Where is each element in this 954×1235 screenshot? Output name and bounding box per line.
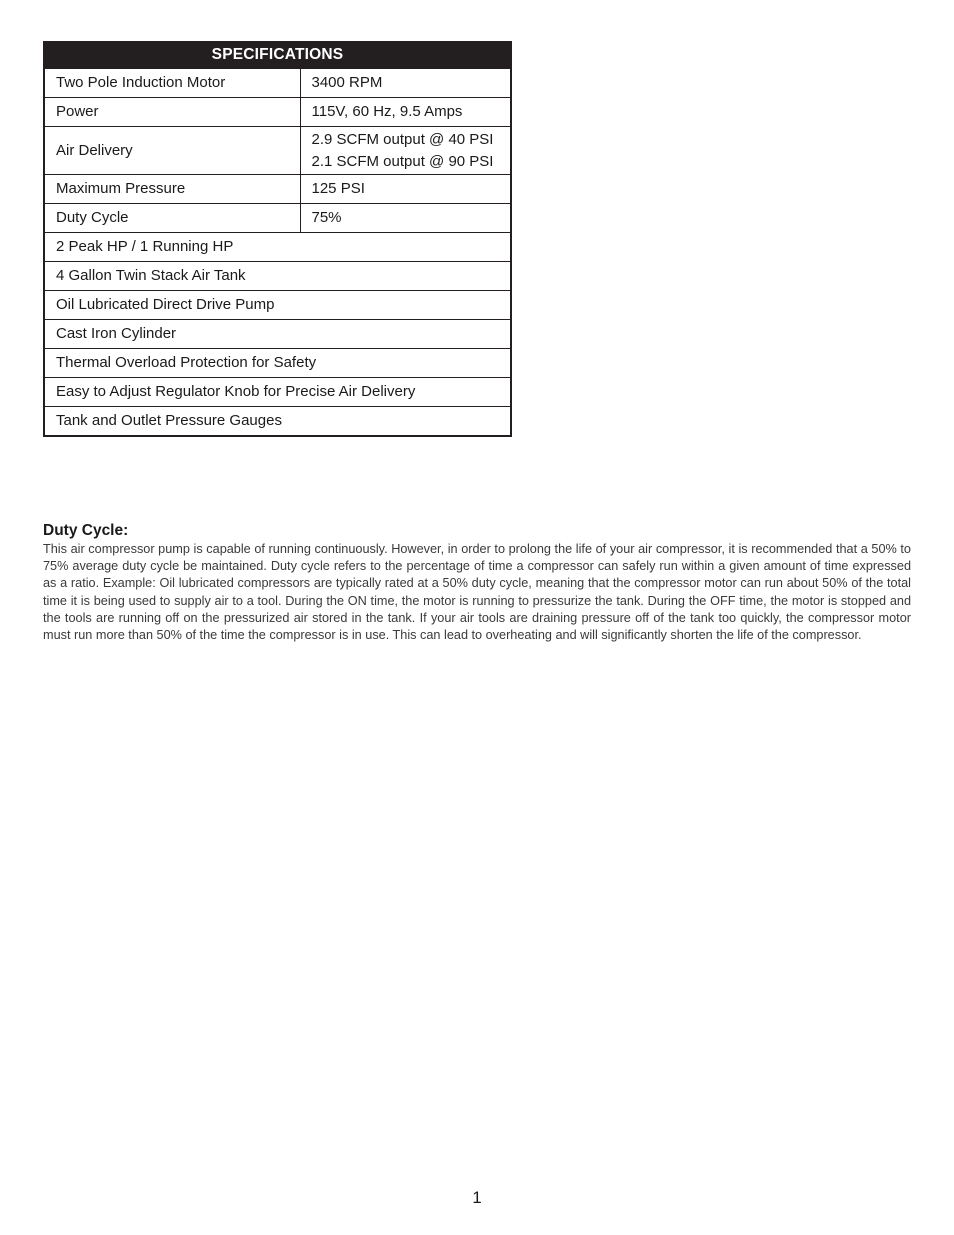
feature-text: Cast Iron Cylinder: [44, 320, 511, 349]
spec-label: Two Pole Induction Motor: [44, 68, 300, 98]
feature-row: [44, 349, 511, 378]
spec-value: [300, 204, 511, 233]
feature-row: [44, 407, 511, 437]
spec-value-line: 115V, 60 Hz, 9.5 Amps: [311, 103, 463, 120]
specifications-table: [43, 41, 512, 437]
spec-label: Duty Cycle: [44, 204, 300, 233]
feature-text: Oil Lubricated Direct Drive Pump: [44, 291, 511, 320]
spec-label: Power: [44, 98, 300, 127]
duty-cycle-paragraph: This air compressor pump is capable of running continuously. However, in order to prolong the life of your air compressor, it is recommended that a 50% to 75% average duty cycle be maintained. Duty cycle refers to the percentage of time a compressor can safely run within a given amount of time expressed as a ratio. Example: Oil lubricated compressors are typically rated at a 50% duty cycle, meaning that the compressor motor can run about 50% of the total time it is being used to supply air to a tool. During the ON time, the motor is running to pressurize the tank. During the OFF time, the motor is stopped and the tools are running off on the pressurized air stored in the tank. If your air tools are draining pressure off of the tank too quickly, the compressor motor must run more than 50% of the time the compressor is in use. This can lead to overheating and will significantly shorten the life of the compressor.: [43, 542, 911, 643]
spec-value-line: 2.1 SCFM output @ 90 PSI: [311, 152, 494, 170]
duty-cycle-heading: Duty Cycle:: [43, 522, 129, 539]
spec-value: [300, 68, 511, 98]
spec-value-line: 3400 RPM: [311, 74, 383, 91]
spec-row: [44, 204, 511, 233]
page-number: 1: [472, 1188, 482, 1207]
feature-text: Thermal Overload Protection for Safety: [44, 349, 511, 378]
feature-row: [44, 233, 511, 262]
feature-text: 2 Peak HP / 1 Running HP: [44, 233, 511, 262]
spec-value: [300, 127, 511, 175]
spec-row: [44, 98, 511, 127]
feature-text: Tank and Outlet Pressure Gauges: [44, 407, 511, 437]
feature-row: [44, 262, 511, 291]
spec-label: Air Delivery: [44, 127, 300, 175]
feature-row: [44, 378, 511, 407]
spec-value-line: 75%: [311, 209, 342, 226]
spec-value-line: 2.9 SCFM output @ 40 PSI: [311, 130, 494, 148]
specifications-title: SPECIFICATIONS: [44, 42, 511, 68]
feature-text: Easy to Adjust Regulator Knob for Precise Air Delivery: [44, 378, 511, 407]
spec-value-line: 125 PSI: [311, 180, 365, 197]
feature-row: [44, 320, 511, 349]
spec-value: [300, 98, 511, 127]
feature-row: [44, 291, 511, 320]
spec-row: [44, 175, 511, 204]
spec-row: [44, 68, 511, 98]
feature-text: 4 Gallon Twin Stack Air Tank: [44, 262, 511, 291]
spec-value: [300, 175, 511, 204]
spec-label: Maximum Pressure: [44, 175, 300, 204]
spec-row: [44, 127, 511, 175]
